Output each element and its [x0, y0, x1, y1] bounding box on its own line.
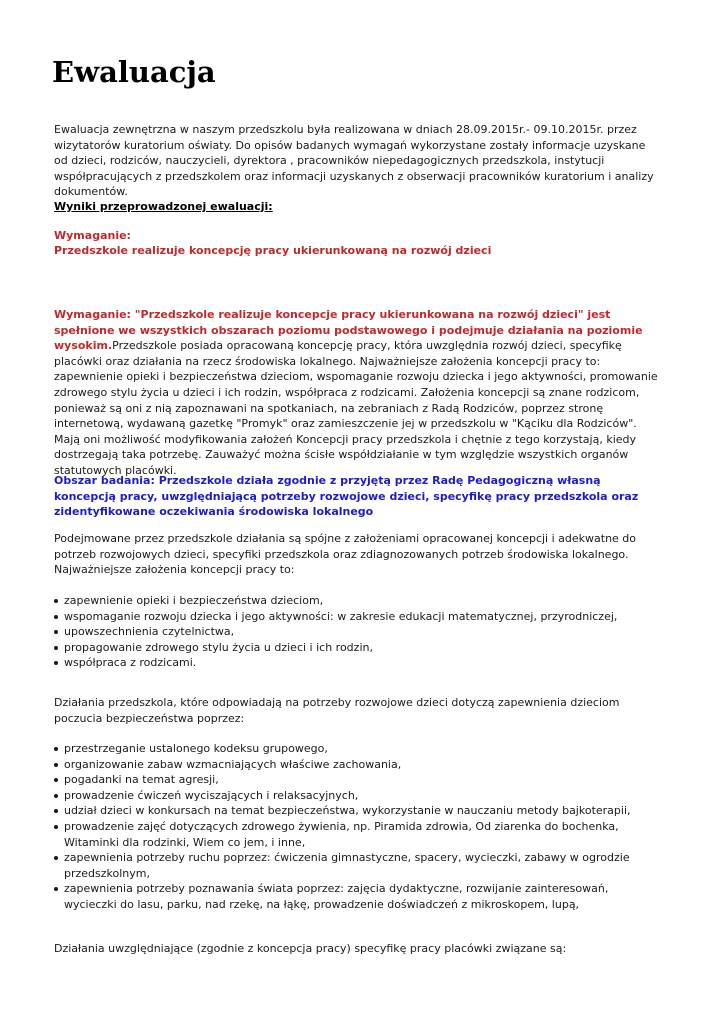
list-item: udział dzieci w konkursach na temat bezpieczeństwa, wykorzystanie w nauczaniu metody bajkoterapii,: [54, 803, 664, 819]
results-heading: [54, 199, 658, 215]
requirement-summary-text: Przedszkole posiada opracowaną koncepcję pracy, która uwzględnia rozwój dzieci, specyfikę placówki oraz działania na rzecz środowiska lokalnego. Najważniejsze założenia koncepcji pracy to: zapewnienie opieki i bezpieczeństwa dzieciom, wspomaganie rozwoju dziecka i jego aktywności, promowanie zdrowego stylu życia u dzieci i ich rodzin, współpraca z rodzicami. Założenia koncepcji są znane rodzicom, ponieważ są oni z nią zapoznawani na spotkaniach, na zebraniach z Radą Rodziców, poprzez stronę internetową, wydawaną gazetkę "Promyk" oraz zamieszczenie jej w przedszkolu w "Kąciku dla Rodziców". Mają oni możliwość modyfikowania założeń Koncepcji pracy przedszkola i chętnie z tego korzystają, kiedy dostrzegają taka potrzebę. Zauważyć można ścisłe współdziałanie w tym względzie wszystkich organów statutowych placówki.: [54, 339, 658, 477]
requirement-title: Przedszkole realizuje koncepcję pracy ukierunkowaną na rozwój dzieci: [54, 244, 492, 257]
area-paragraph-1: [54, 531, 658, 578]
list-item: pogadanki na temat agresji,: [54, 772, 664, 788]
list-item: wspomaganie rozwoju dziecka i jego aktywności: w zakresie edukacji matematycznej, przyrodniczej,: [54, 609, 664, 625]
area-heading: Obszar badania: Przedszkole działa zgodnie z przyjętą przez Radę Pedagogiczną własną koncepcją pracy, uwzględniającą potrzeby rozwojowe dzieci, specyfikę pracy przedszkola oraz zidentyfikowane oczekiwania środowiska lokalnego: [54, 474, 639, 519]
results-heading-text: Wyniki przeprowadzonej ewaluacji:: [54, 200, 273, 213]
page-title: Ewaluacja: [52, 55, 216, 89]
list-item: zapewnienia potrzeby poznawania świata poprzez: zajęcia dydaktyczne, rozwijanie zainteresowań, wycieczki do lasu, parku, nad rzekę, na łąkę, prowadzenie doświadczeń z mikroskopem, lupą,: [54, 881, 664, 912]
list-item: współpraca z rodzicami.: [54, 655, 664, 671]
area-paragraph-2: Działania przedszkola, które odpowiadają na potrzeby rozwojowe dzieci dotyczą zapewnienia dzieciom poczucia bezpieczeństwa poprzez:: [54, 696, 620, 725]
list-item: prowadzenie zajęć dotyczących zdrowego żywienia, np. Piramida zdrowia, Od ziarenka do bochenka, Witaminki dla rodzinki, Wiem co jem, i inne,: [54, 819, 664, 850]
list-item: zapewnienie opieki i bezpieczeństwa dzieciom,: [54, 593, 664, 609]
area-paragraph-3: Działania uwzględniające (zgodnie z koncepcja pracy) specyfikę pracy placówki związane są:: [54, 942, 567, 955]
concept-assumptions-list: [54, 593, 664, 671]
list-item: propagowanie zdrowego stylu życia u dzieci i ich rodzin,: [54, 640, 664, 656]
safety-activities-list: [54, 741, 664, 913]
requirement-summary: [54, 307, 658, 479]
intro-paragraph: Ewaluacja zewnętrzna w naszym przedszkolu była realizowana w dniach 28.09.2015r.- 09.10.2015r. przez wizytatorów kuratorium oświaty. Do opisów badanych wymagań wykorzystane zostały informacje uzyskane od dzieci, rodziców, nauczycieli, dyrektora , pracowników niepedagogicznych przedszkola, instytucji współpracujących z przedszkolem oraz informacji uzyskanych z obserwacji pracowników kuratorium i analizy dokumentów.: [54, 123, 654, 199]
area-paragraph-1a: Podejmowane przez przedszkole działania są spójne z założeniami opracowanej koncepcji i adekwatne do potrzeb rozwojowych dzieci, specyfiki przedszkola oraz zdiagnozowanych potrzeb środowiska lokalnego.: [54, 532, 637, 561]
requirement-summary-bold: Wymaganie: "Przedszkole realizuje koncepcje pracy ukierunkowana na rozwój dzieci" jest spełnione we wszystkich obszarach poziomu podstawowego i podejmuje działania na poziomie wysokim.: [54, 308, 643, 353]
list-item: przestrzeganie ustalonego kodeksu grupowego,: [54, 741, 664, 757]
requirement-label: Wymaganie:: [54, 229, 131, 242]
area-paragraph-1b: Najważniejsze założenia koncepcji pracy to:: [54, 563, 295, 577]
list-item: upowszechnienia czytelnictwa,: [54, 624, 664, 640]
list-item: prowadzenie ćwiczeń wyciszających i relaksacyjnych,: [54, 788, 664, 804]
list-item: zapewnienia potrzeby ruchu poprzez: ćwiczenia gimnastyczne, spacery, wycieczki, zabawy w ogrodzie przedszkolnym,: [54, 850, 664, 881]
list-item: organizowanie zabaw wzmacniających właściwe zachowania,: [54, 757, 664, 773]
